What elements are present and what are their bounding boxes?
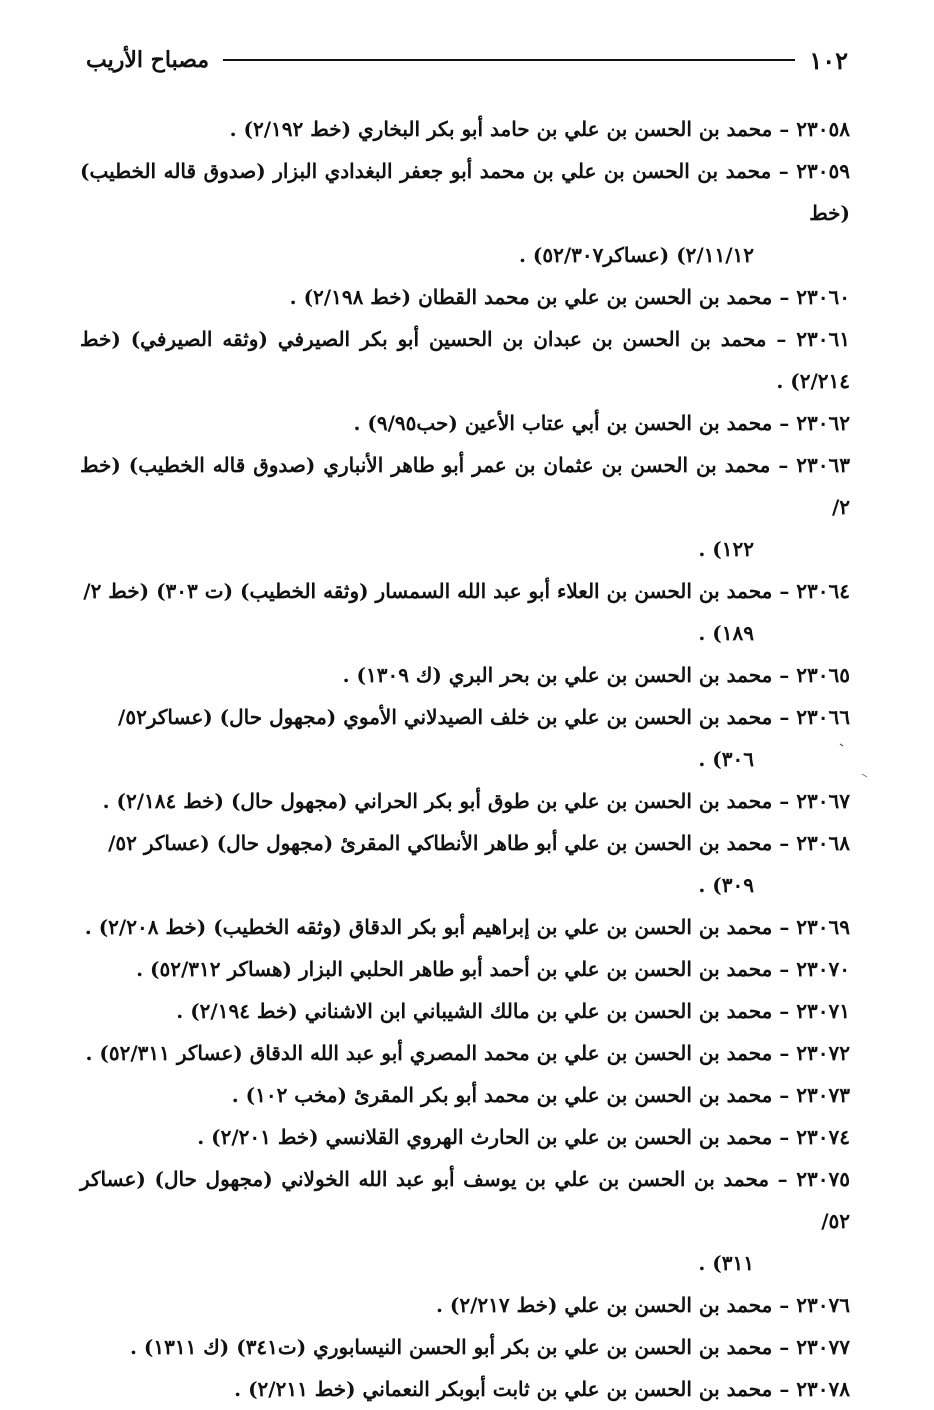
entry-item [80,318,850,402]
entry-continuation: ١٢٢) . [698,537,754,561]
entry-text: ٢٣٠٧٥ – محمد بن الحسن بن علي بن يوسف أبو عبد الله الخولاني (مجهول حال) (عساكر ٥٢/ [80,1167,850,1233]
entry-item [80,1032,850,1074]
entry-text: ٢٣٠٧٦ – محمد بن الحسن بن علي (خط ٢/٢١٧) . [435,1293,850,1317]
running-header [86,40,848,80]
entry-text: ٢٣٠٦٣ – محمد بن الحسن بن عثمان بن عمر أبو طاهر الأنباري (صدوق قاله الخطيب) (خط ٢/ [80,453,850,519]
entry-item [80,1326,850,1368]
entry-item [80,402,850,444]
entry-text: ٢٣٠٥٩ – محمد بن الحسن بن علي بن محمد أبو جعفر البغدادي البزار (صدوق قاله الخطيب) (خط [80,159,850,225]
entry-text: ٢٣٠٦٢ – محمد بن الحسن بن أبي عتاب الأعين (حب٩/٩٥) . [353,411,850,435]
entry-item [80,696,850,780]
entry-item [80,1368,850,1410]
entry-continuation: ٣٠٩) . [698,873,754,897]
entry-item [80,276,850,318]
entry-continuation: ٣٠٦) . [698,747,754,771]
entry-continuation: ٣١١) . [698,1251,754,1275]
entry-text: ٢٣٠٥٨ – محمد بن الحسن بن علي بن حامد أبو بكر البخاري (خط ٢/١٩٢) . [229,117,850,141]
entry-item [80,1116,850,1158]
entry-item [80,822,850,906]
entry-list [80,108,850,1410]
entry-item [80,108,850,150]
page-number: ١٠٢ [809,45,848,75]
entry-text: ٢٣٠٦٩ – محمد بن الحسن بن علي بن إبراهيم أبو بكر الدقاق (وثقه الخطيب) (خط ٢/٢٠٨) . [84,915,850,939]
entry-item [80,990,850,1032]
entry-continuation: ٢/١١/١٢) (عساكر٥٢/٣٠٧) . [518,243,754,267]
entry-item [80,1284,850,1326]
entry-text: ٢٣٠٦٧ – محمد بن الحسن بن علي بن طوق أبو بكر الحراني (مجهول حال) (خط ٢/١٨٤) . [102,789,850,813]
scan-speck-marks [836,736,876,796]
header-rule [223,59,795,61]
entry-item [80,444,850,570]
entry-item [80,1158,850,1284]
entry-text: ٢٣٠٧٠ – محمد بن الحسن بن علي بن أحمد أبو طاهر الحلبي البزار (هساكر ٥٢/٣١٢) . [136,957,850,981]
entry-item [80,780,850,822]
entry-item [80,906,850,948]
entry-text: ٢٣٠٦٥ – محمد بن الحسن بن علي بن بحر البري (ك ١٣٠٩) . [342,663,850,687]
entry-text: ٢٣٠٦١ – محمد بن الحسن بن عبدان بن الحسين أبو بكر الصيرفي (وثقه الصيرفي) (خط ٢/٢١٤) . [80,327,850,393]
entry-text: ٢٣٠٦٦ – محمد بن الحسن بن علي بن خلف الصيدلاني الأموي (مجهول حال) (عساكر٥٢/ [118,705,850,729]
entry-text: ٢٣٠٦٠ – محمد بن الحسن بن علي بن محمد القطان (خط ٢/١٩٨) . [289,285,850,309]
entry-continuation: ١٨٩) . [698,621,754,645]
entry-text: ٢٣٠٧٣ – محمد بن الحسن بن علي بن محمد أبو بكر المقرئ (مخب ١٠٢) . [231,1083,850,1107]
book-title: مصباح الأريب [86,47,210,73]
entry-text: ٢٣٠٧٧ – محمد بن الحسن بن علي بن بكر أبو الحسن النيسابوري (ت٣٤١) (ك ١٣١١) . [129,1335,850,1359]
entry-text: ٢٣٠٧١ – محمد بن الحسن بن علي بن مالك الشيباني ابن الاشناني (خط ٢/١٩٤) . [176,999,850,1023]
entry-item [80,948,850,990]
entry-text: ٢٣٠٦٤ – محمد بن الحسن بن العلاء أبو عبد الله السمسار (وثقه الخطيب) (ت ٣٠٣) (خط ٢/ [83,579,850,603]
entry-item [80,654,850,696]
entry-text: ٢٣٠٧٢ – محمد بن الحسن بن علي بن محمد المصري أبو عبد الله الدقاق (عساكر ٥٢/٣١١) . [85,1041,850,1065]
entry-item [80,570,850,654]
entry-text: ٢٣٠٦٨ – محمد بن الحسن بن علي أبو طاهر الأنطاكي المقرئ (مجهول حال) (عساكر ٥٢/ [108,831,850,855]
entry-text: ٢٣٠٧٨ – محمد بن الحسن بن علي بن ثابت أبوبكر النعماني (خط ٢/٢١١) . [234,1377,850,1401]
entry-item [80,1074,850,1116]
entry-item [80,150,850,276]
entry-text: ٢٣٠٧٤ – محمد بن الحسن بن علي بن الحارث الهروي القلانسي (خط ٢/٢٠١) . [197,1125,850,1149]
